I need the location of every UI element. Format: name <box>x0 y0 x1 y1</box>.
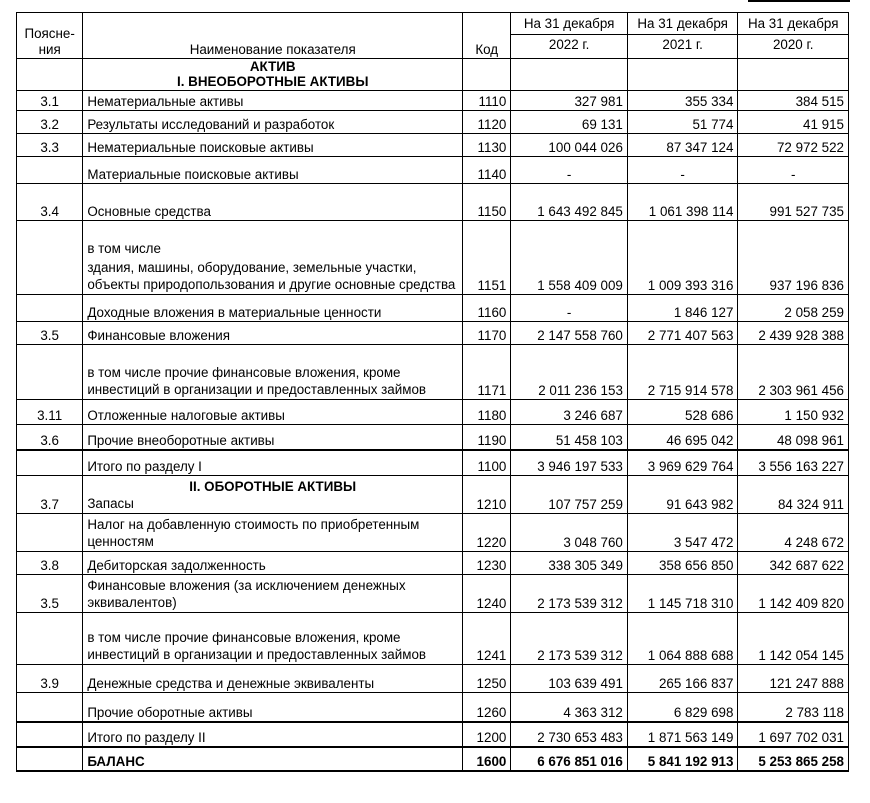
header-date-2022 <box>511 13 628 59</box>
row-name: Доходные вложения в материальные ценности <box>83 295 463 322</box>
row-note <box>17 450 83 476</box>
row-value-2021: 1 009 393 316 <box>627 221 738 295</box>
row-value-2020: 48 098 961 <box>738 425 849 450</box>
row-value-2021: 265 166 837 <box>627 665 738 693</box>
row-code: 1241 <box>463 613 511 665</box>
table-row-subtotal <box>17 450 849 476</box>
row-code: 1171 <box>463 345 511 400</box>
table-row <box>17 111 849 134</box>
row-code: 1230 <box>463 552 511 575</box>
row-value-2020: 991 527 735 <box>738 184 849 221</box>
row-value-2022: 2 011 236 153 <box>511 345 628 400</box>
row-value-2022: 6 676 851 016 <box>511 747 628 771</box>
row-note <box>17 747 83 771</box>
row-name: Налог на добавленную стоимость по приобретенным ценностям <box>83 514 463 552</box>
row-code: 1210 <box>463 476 511 514</box>
row-name: Прочие оборотные активы <box>83 693 463 722</box>
row-name: Нематериальные активы <box>83 91 463 111</box>
header-date-2021 <box>627 13 738 59</box>
row-code: 1110 <box>463 91 511 111</box>
row-name: Финансовые вложения <box>83 322 463 345</box>
row-code: 1190 <box>463 425 511 450</box>
row-name <box>83 476 463 514</box>
row-name: БАЛАНС <box>83 747 463 771</box>
row-value-2020: 1 697 702 031 <box>738 722 849 747</box>
row-name: в том числе прочие финансовые вложения, кроме инвестиций в организации и предоставленных займов <box>83 613 463 665</box>
row-value-2020: 41 915 <box>738 111 849 134</box>
header-date-2020-line2: 2020 г. <box>772 37 814 52</box>
row-value-2020: 1 142 409 820 <box>738 575 849 613</box>
row-value-2022: 1 558 409 009 <box>511 221 628 295</box>
row-note: 3.11 <box>17 400 83 425</box>
table-row <box>17 425 849 450</box>
row-code: 1130 <box>463 134 511 157</box>
row-note: 3.5 <box>17 322 83 345</box>
row-value-2020: 937 196 836 <box>738 221 849 295</box>
table-row <box>17 134 849 157</box>
row-note: 3.3 <box>17 134 83 157</box>
row-code: 1120 <box>463 111 511 134</box>
row-name: Отложенные налоговые активы <box>83 400 463 425</box>
row-name-detail: здания, машины, оборудование, земельные участки, объекты природопользования и другие основные средства <box>87 260 456 292</box>
table-row <box>17 345 849 400</box>
row-value-2022: 51 458 103 <box>511 425 628 450</box>
row-code: 1180 <box>463 400 511 425</box>
row-value-2020: 2 783 118 <box>738 693 849 722</box>
table-row <box>17 552 849 575</box>
row-note <box>17 345 83 400</box>
row-value-2021: 1 064 888 688 <box>627 613 738 665</box>
row-value-2022: 2 173 539 312 <box>511 575 628 613</box>
row-note <box>17 722 83 747</box>
top-rule <box>748 0 850 2</box>
row-name-text: Запасы <box>87 496 134 511</box>
row-value-2021: 91 643 982 <box>627 476 738 514</box>
row-note <box>17 157 83 184</box>
table-row <box>17 322 849 345</box>
table-row <box>17 613 849 665</box>
row-value-2022: 327 981 <box>511 91 628 111</box>
row-name: Дебиторская задолженность <box>83 552 463 575</box>
row-code: 1140 <box>463 157 511 184</box>
row-code: 1100 <box>463 450 511 476</box>
row-code: 1600 <box>463 747 511 771</box>
header-note: Поясне-ния <box>17 13 83 59</box>
row-name-prefix: в том числе <box>87 241 161 256</box>
header-date-2020-line1: На 31 декабря <box>738 13 848 35</box>
row-value-2020: 84 324 911 <box>738 476 849 514</box>
row-note: 3.1 <box>17 91 83 111</box>
table-row <box>17 476 849 514</box>
table-row <box>17 59 849 91</box>
row-value-2022: 69 131 <box>511 111 628 134</box>
row-note <box>17 693 83 722</box>
row-value-2020: 5 253 865 258 <box>738 747 849 771</box>
row-value-2020: 342 687 622 <box>738 552 849 575</box>
row-value-2021: 355 334 <box>627 91 738 111</box>
row-value-2021: 3 969 629 764 <box>627 450 738 476</box>
row-value-2022: 3 946 197 533 <box>511 450 628 476</box>
row-value-2022: 338 305 349 <box>511 552 628 575</box>
table-row <box>17 514 849 552</box>
row-value-2020: 2 058 259 <box>738 295 849 322</box>
row-note: 3.8 <box>17 552 83 575</box>
row-note <box>17 221 83 295</box>
header-name: Наименование показателя <box>83 13 463 59</box>
row-value-2020: - <box>738 157 849 184</box>
table-row <box>17 157 849 184</box>
section-title-assets <box>83 59 463 91</box>
table-row <box>17 295 849 322</box>
row-value-2022: - <box>511 295 628 322</box>
row-name: Денежные средства и денежные эквиваленты <box>83 665 463 693</box>
table-row <box>17 400 849 425</box>
row-value-2021: 358 656 850 <box>627 552 738 575</box>
row-code: 1200 <box>463 722 511 747</box>
row-name <box>83 221 463 295</box>
section-title-assets-line2: I. ВНЕОБОРОТНЫЕ АКТИВЫ <box>177 74 369 89</box>
row-value-2020: 72 972 522 <box>738 134 849 157</box>
row-value-2022: 2 730 653 483 <box>511 722 628 747</box>
row-value-2020: 1 150 932 <box>738 400 849 425</box>
row-value-2021: 2 771 407 563 <box>627 322 738 345</box>
header-date-2021-line2: 2021 г. <box>662 37 703 52</box>
header-date-2021-line1: На 31 декабря <box>628 13 738 35</box>
row-value-2022: 2 173 539 312 <box>511 613 628 665</box>
row-code: 1160 <box>463 295 511 322</box>
section-title-assets-line1: АКТИВ <box>249 59 296 74</box>
row-value-2021: 87 347 124 <box>627 134 738 157</box>
row-name: Итого по разделу II <box>83 722 463 747</box>
row-note: 3.5 <box>17 575 83 613</box>
row-value-2021: 6 829 698 <box>627 693 738 722</box>
row-code: 1260 <box>463 693 511 722</box>
row-value-2022: 107 757 259 <box>511 476 628 514</box>
row-value-2021: 3 547 472 <box>627 514 738 552</box>
row-value-2021: 1 061 398 114 <box>627 184 738 221</box>
row-code: 1151 <box>463 221 511 295</box>
row-value-2021: - <box>627 157 738 184</box>
table-row <box>17 693 849 722</box>
row-value-2022: 100 044 026 <box>511 134 628 157</box>
row-note: 3.2 <box>17 111 83 134</box>
row-note <box>17 295 83 322</box>
row-value-2022: 2 147 558 760 <box>511 322 628 345</box>
row-value-2020: 3 556 163 227 <box>738 450 849 476</box>
table-row <box>17 221 849 295</box>
row-value-2020: 4 248 672 <box>738 514 849 552</box>
table-row-subtotal <box>17 722 849 747</box>
row-code: 1220 <box>463 514 511 552</box>
section-title-current-assets: II. ОБОРОТНЫЕ АКТИВЫ <box>189 479 357 494</box>
row-value-2021: 51 774 <box>627 111 738 134</box>
row-name: Материальные поисковые активы <box>83 157 463 184</box>
row-value-2020: 1 142 054 145 <box>738 613 849 665</box>
header-row <box>17 13 849 59</box>
row-name: Итого по разделу I <box>83 450 463 476</box>
row-name: Основные средства <box>83 184 463 221</box>
row-value-2020: 2 439 928 388 <box>738 322 849 345</box>
row-note: 3.6 <box>17 425 83 450</box>
table-row <box>17 665 849 693</box>
table-row-balance <box>17 747 849 771</box>
row-value-2022: 3 048 760 <box>511 514 628 552</box>
row-value-2021: 46 695 042 <box>627 425 738 450</box>
row-name: Финансовые вложения (за исключением денежных эквивалентов) <box>83 575 463 613</box>
row-value-2020: 2 303 961 456 <box>738 345 849 400</box>
row-note <box>17 514 83 552</box>
row-value-2021: 2 715 914 578 <box>627 345 738 400</box>
row-name: Нематериальные поисковые активы <box>83 134 463 157</box>
row-note <box>17 613 83 665</box>
row-code: 1250 <box>463 665 511 693</box>
header-date-2022-line2: 2022 г. <box>548 37 590 52</box>
table-row <box>17 575 849 613</box>
header-date-2020 <box>738 13 849 59</box>
row-value-2021: 1 145 718 310 <box>627 575 738 613</box>
row-code: 1150 <box>463 184 511 221</box>
row-code: 1240 <box>463 575 511 613</box>
row-name: Прочие внеоборотные активы <box>83 425 463 450</box>
table-row <box>17 91 849 111</box>
header-date-2022-line1: На 31 декабря <box>511 13 627 35</box>
row-code: 1170 <box>463 322 511 345</box>
row-note: 3.9 <box>17 665 83 693</box>
row-value-2021: 1 871 563 149 <box>627 722 738 747</box>
row-value-2022: 1 643 492 845 <box>511 184 628 221</box>
row-name: в том числе прочие финансовые вложения, кроме инвестиций в организации и предоставленных займов <box>83 345 463 400</box>
row-value-2021: 5 841 192 913 <box>627 747 738 771</box>
balance-sheet-table <box>16 12 849 772</box>
table-row <box>17 184 849 221</box>
row-note: 3.7 <box>17 476 83 514</box>
row-note: 3.4 <box>17 184 83 221</box>
row-value-2020: 121 247 888 <box>738 665 849 693</box>
row-name: Результаты исследований и разработок <box>83 111 463 134</box>
row-value-2022: 103 639 491 <box>511 665 628 693</box>
row-value-2020: 384 515 <box>738 91 849 111</box>
row-value-2021: 528 686 <box>627 400 738 425</box>
row-value-2022: - <box>511 157 628 184</box>
row-value-2021: 1 846 127 <box>627 295 738 322</box>
row-value-2022: 3 246 687 <box>511 400 628 425</box>
header-code: Код <box>463 13 511 59</box>
row-value-2022: 4 363 312 <box>511 693 628 722</box>
